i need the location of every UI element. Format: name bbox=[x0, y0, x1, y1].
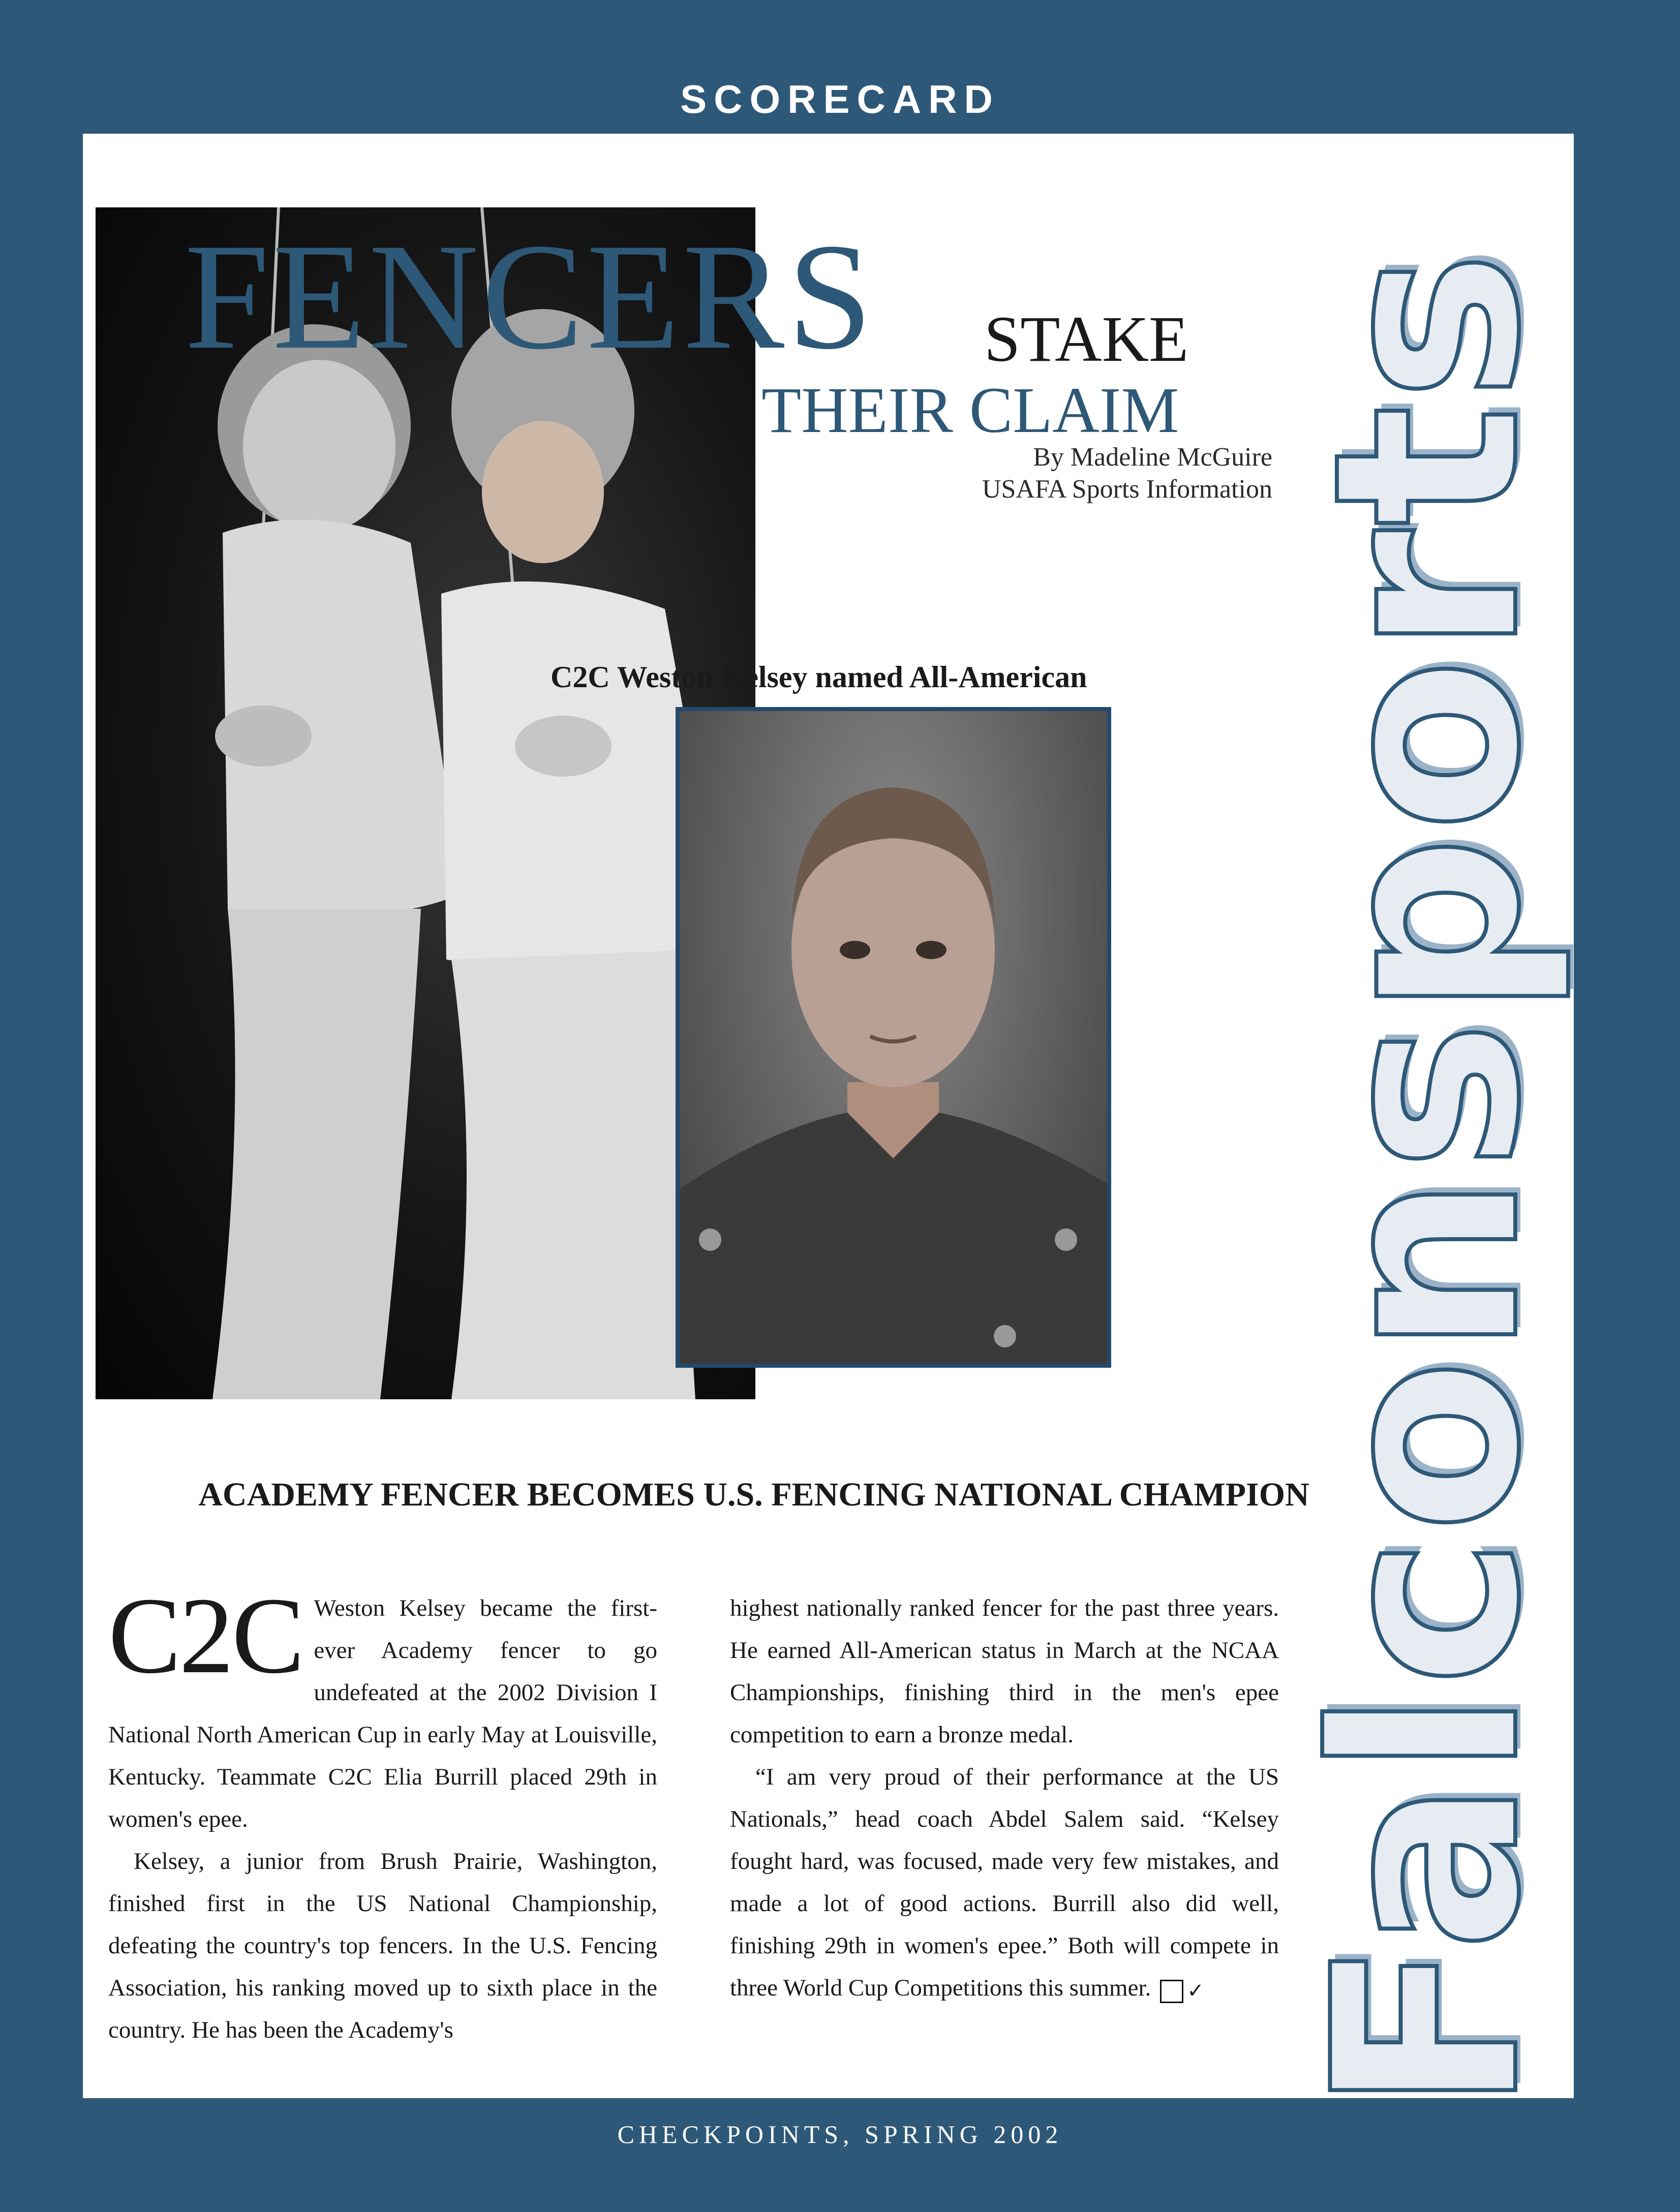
falconsports-side-banner: Falconsports bbox=[1279, 247, 1575, 2113]
article-paragraph-2: Kelsey, a junior from Brush Prairie, Washington, finished first in the US National Championship, defeating the country's top fencers. In the U.S. Fencing Association, his ranking moved up to sixth place in the country. He has been the Academy's bbox=[108, 1848, 657, 2043]
photo-caption: C2C Weston Kelsey named All-American bbox=[551, 660, 1087, 694]
byline-author: By Madeline McGuire bbox=[1033, 443, 1272, 472]
fencers-photo bbox=[96, 207, 755, 1399]
page-sheet bbox=[83, 134, 1575, 2113]
checkmark-icon: ✓ bbox=[1160, 1980, 1183, 2003]
paragraph-1-text: Weston Kelsey became the first-ever Academy fencer to go undefeated at the 2002 Division I National North American Cup in early May at Louisville, Kentucky. Teammate C2C Elia Burrill placed 29th in women's epee. bbox=[108, 1595, 657, 1832]
title-fencers: FENCERS bbox=[185, 212, 876, 381]
paragraph-4-text: “I am very proud of their performance at the US Nationals,” head coach Abdel Salem said. “Kelsey fought hard, was focused, made very few mistakes, and made a lot of good actions. Burrill also did well, finishing 29th in women's epee.” Both will compete in three World Cup Competitions this summer. bbox=[730, 1764, 1279, 2001]
article-column-2 bbox=[730, 1587, 1279, 2009]
article-paragraph-4 bbox=[730, 1756, 1279, 2009]
article-column-1 bbox=[108, 1575, 657, 2051]
section-label: SCORECARD bbox=[680, 77, 1000, 121]
article-paragraph-3: highest nationally ranked fencer for the past three years. He earned All-American status in March at the NCAA Championships, finishing third in the men's epee competition to earn a bronze medal. bbox=[730, 1595, 1279, 1748]
byline bbox=[754, 441, 1272, 506]
byline-org: USAFA Sports Information bbox=[982, 475, 1272, 504]
title-stake: STAKE bbox=[984, 303, 1189, 375]
title-their-claim: THEIR CLAIM bbox=[761, 374, 1179, 446]
footer-publication: CHECKPOINTS, SPRING 2002 bbox=[617, 2120, 1063, 2148]
kelsey-portrait-photo bbox=[676, 707, 1111, 1368]
drop-cap: C2C bbox=[108, 1575, 303, 1696]
article-paragraph-1 bbox=[108, 1575, 657, 1840]
article-headline: ACADEMY FENCER BECOMES U.S. FENCING NATIONAL CHAMPION bbox=[198, 1476, 1309, 1513]
